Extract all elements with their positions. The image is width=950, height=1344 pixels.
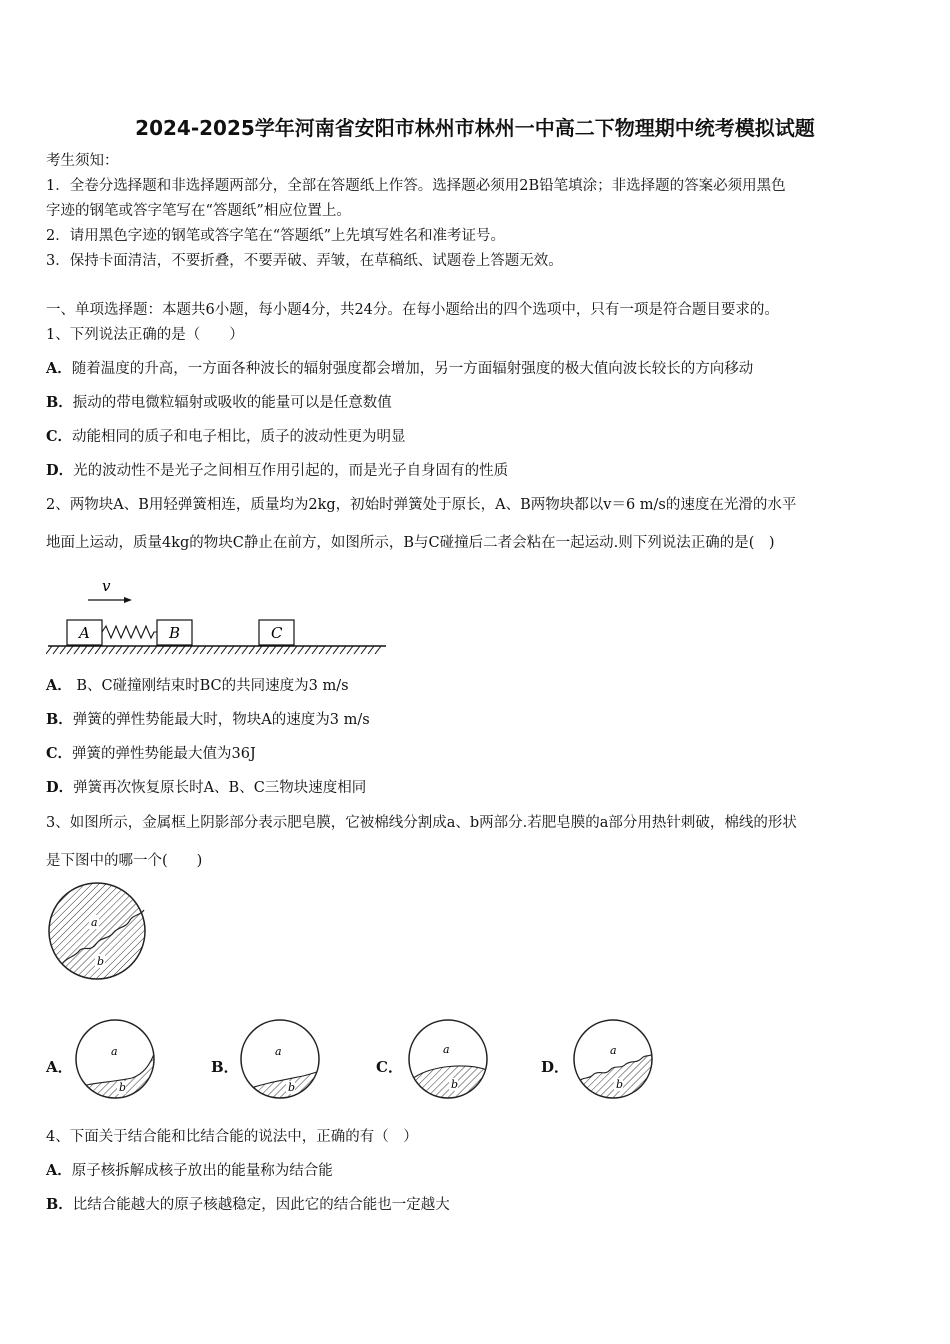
q3-choice-b-label: B．: [211, 1058, 239, 1076]
velocity-label: v: [102, 577, 111, 595]
ground-hatch-mark: [67, 646, 73, 654]
ground-hatch-mark: [354, 646, 360, 654]
q3-soap-film-figure: [46, 880, 150, 984]
ground-hatch-mark: [235, 646, 241, 654]
ground-hatch-mark: [116, 646, 122, 654]
q4-stem: 4、下面关于结合能和比结合能的说法中，正确的有（ ）: [46, 1129, 418, 1145]
ground-hatch-mark: [123, 646, 129, 654]
option-text: 弹簧的弹性势能最大值为36J: [72, 746, 256, 762]
q3-choice-d-figure: [572, 1018, 656, 1102]
ground-hatch-mark: [284, 646, 290, 654]
q1-option-b: [46, 393, 392, 413]
option-label: A．: [46, 1162, 72, 1179]
ground-hatch-mark: [207, 646, 213, 654]
ground-hatching: [46, 646, 381, 654]
ground-hatch-mark: [228, 646, 234, 654]
region-a-label: a: [275, 1045, 282, 1058]
option-text: 弹簧再次恢复原长时A、B、C三物块速度相同: [73, 780, 367, 796]
notice-line-3: 2．请用黑色字迹的钢笔或答字笔在“答题纸”上先填写姓名和准考证号。: [46, 228, 506, 244]
q2-option-a: [46, 676, 349, 696]
option-text: 比结合能越大的原子核越稳定，因此它的结合能也一定越大: [72, 1197, 450, 1213]
option-label: D．: [46, 779, 74, 796]
ground-hatch-mark: [186, 646, 192, 654]
option-text: 振动的带电微粒辐射或吸收的能量可以是任意数值: [72, 395, 392, 411]
option-text: 动能相同的质子和电子相比，质子的波动性更为明显: [72, 429, 406, 445]
q3-choice-d-label: D．: [541, 1058, 570, 1076]
option-text: 弹簧的弹性势能最大时，物块A的速度为3 m/s: [72, 712, 370, 728]
ground-hatch-mark: [375, 646, 381, 654]
q1-option-a: [46, 359, 753, 379]
ground-hatch-mark: [165, 646, 171, 654]
region-b-label: b: [97, 955, 105, 968]
ground-hatch-mark: [144, 646, 150, 654]
option-label: A．: [46, 360, 72, 377]
option-text: 原子核拆解成核子放出的能量称为结合能: [71, 1163, 333, 1179]
region-b-label: b: [451, 1078, 459, 1091]
option-label: A．: [46, 677, 72, 694]
block-a-label: A: [79, 624, 90, 642]
ground-hatch-mark: [333, 646, 339, 654]
ground-hatch-mark: [340, 646, 346, 654]
ground-hatch-mark: [193, 646, 199, 654]
page-title: 2024-2025学年河南省安阳市林州市林州一中高二下物理期中统考模拟试题: [135, 116, 815, 140]
ground-hatch-mark: [305, 646, 311, 654]
q2-stem-line-1: 2、两物块A、B用轻弹簧相连，质量均为2kg，初始时弹簧处于原长，A、B两物块都以v＝6 m/s的速度在光滑的水平: [46, 497, 797, 513]
option-label: B．: [46, 711, 73, 728]
ground-hatch-mark: [109, 646, 115, 654]
ground-hatch-mark: [326, 646, 332, 654]
region-a-label: a: [111, 1045, 118, 1058]
region-a-label: a: [91, 916, 98, 929]
option-text: B、C碰撞刚结束时BC的共同速度为3 m/s: [71, 678, 349, 694]
ground-hatch-mark: [249, 646, 255, 654]
ground-hatch-mark: [214, 646, 220, 654]
ground-hatch-mark: [291, 646, 297, 654]
ground-hatch-mark: [46, 646, 52, 654]
q1-option-c: [46, 427, 406, 447]
ground-hatch-mark: [88, 646, 94, 654]
q3-choice-a-figure: [74, 1018, 158, 1102]
ground-hatch-mark: [270, 646, 276, 654]
notice-line-4: 3．保持卡面清洁，不要折叠，不要弄破、弄皱，在草稿纸、试题卷上答题无效。: [46, 253, 563, 269]
ground-hatch-mark: [242, 646, 248, 654]
option-text: 光的波动性不是光子之间相互作用引起的，而是光子自身固有的性质: [73, 463, 509, 479]
ground-hatch-mark: [53, 646, 59, 654]
section-heading: 一、单项选择题：本题共6小题，每小题4分，共24分。在每小题给出的四个选项中，只有一项是符合题目要求的。: [46, 302, 779, 318]
q2-option-b: [46, 710, 370, 730]
option-label: B．: [46, 394, 73, 411]
ground-hatch-mark: [221, 646, 227, 654]
ground-hatch-mark: [368, 646, 374, 654]
q3-choice-c-label: C．: [376, 1058, 403, 1076]
option-text: 随着温度的升高，一方面各种波长的辐射强度都会增加，另一方面辐射强度的极大值向波长较长的方向移动: [71, 361, 754, 377]
option-label: B．: [46, 1196, 73, 1213]
ground-hatch-mark: [298, 646, 304, 654]
q2-option-c: [46, 744, 256, 764]
q1-stem: 1、下列说法正确的是（ ）: [46, 327, 244, 343]
q3-choice-b-figure: [239, 1018, 323, 1102]
ground-hatch-mark: [347, 646, 353, 654]
film-region-b: [74, 1054, 158, 1102]
region-b-label: b: [119, 1081, 127, 1094]
q3-choice-a-label: A．: [46, 1058, 73, 1076]
ground-hatch-mark: [172, 646, 178, 654]
option-label: D．: [46, 462, 74, 479]
ground-hatch-mark: [151, 646, 157, 654]
block-c-label: C: [271, 624, 283, 642]
q2-blocks-figure: [46, 575, 391, 660]
ground-hatch-mark: [256, 646, 262, 654]
region-b-label: b: [288, 1081, 296, 1094]
q4-option-b: [46, 1195, 450, 1215]
spring: [102, 626, 157, 638]
velocity-arrowhead: [124, 597, 132, 603]
q1-option-d: [46, 461, 508, 481]
q2-option-d: [46, 778, 366, 798]
q2-stem-line-2: 地面上运动，质量4kg的物块C静止在前方，如图所示，B与C碰撞后二者会粘在一起运动.则下列说法正确的是( ): [46, 535, 775, 551]
ground-hatch-mark: [312, 646, 318, 654]
ground-hatch-mark: [179, 646, 185, 654]
q3-choice-c-figure: [407, 1018, 491, 1102]
q3-stem-line-2: 是下图中的哪一个( ): [46, 853, 203, 869]
ground-hatch-mark: [102, 646, 108, 654]
ground-hatch-mark: [130, 646, 136, 654]
ground-hatch-mark: [81, 646, 87, 654]
notice-line-2: 字迹的钢笔或答字笔写在“答题纸”相应位置上。: [46, 203, 351, 219]
ground-hatch-mark: [95, 646, 101, 654]
option-label: C．: [46, 428, 73, 445]
ground-hatch-mark: [263, 646, 269, 654]
q3-stem-line-1: 3、如图所示，金属框上阴影部分表示肥皂膜，它被棉线分割成a、b两部分.若肥皂膜的a部分用热针刺破，棉线的形状: [46, 815, 797, 831]
block-b-label: B: [169, 624, 181, 642]
ground-hatch-mark: [361, 646, 367, 654]
region-a-label: a: [443, 1043, 450, 1056]
film-region-b: [572, 1052, 656, 1102]
ground-hatch-mark: [277, 646, 283, 654]
option-label: C．: [46, 745, 73, 762]
ground-hatch-mark: [137, 646, 143, 654]
ground-hatch-mark: [158, 646, 164, 654]
region-a-label: a: [610, 1044, 617, 1057]
q4-option-a: [46, 1161, 333, 1181]
ground-hatch-mark: [74, 646, 80, 654]
ground-hatch-mark: [200, 646, 206, 654]
ground-hatch-mark: [60, 646, 66, 654]
ground-hatch-mark: [319, 646, 325, 654]
notice-line-1: 1．全卷分选择题和非选择题两部分，全部在答题纸上作答。选择题必须用2B铅笔填涂；非选择题的答案必须用黑色: [46, 178, 786, 194]
notice-heading: 考生须知：: [46, 153, 119, 169]
region-b-label: b: [616, 1078, 624, 1091]
